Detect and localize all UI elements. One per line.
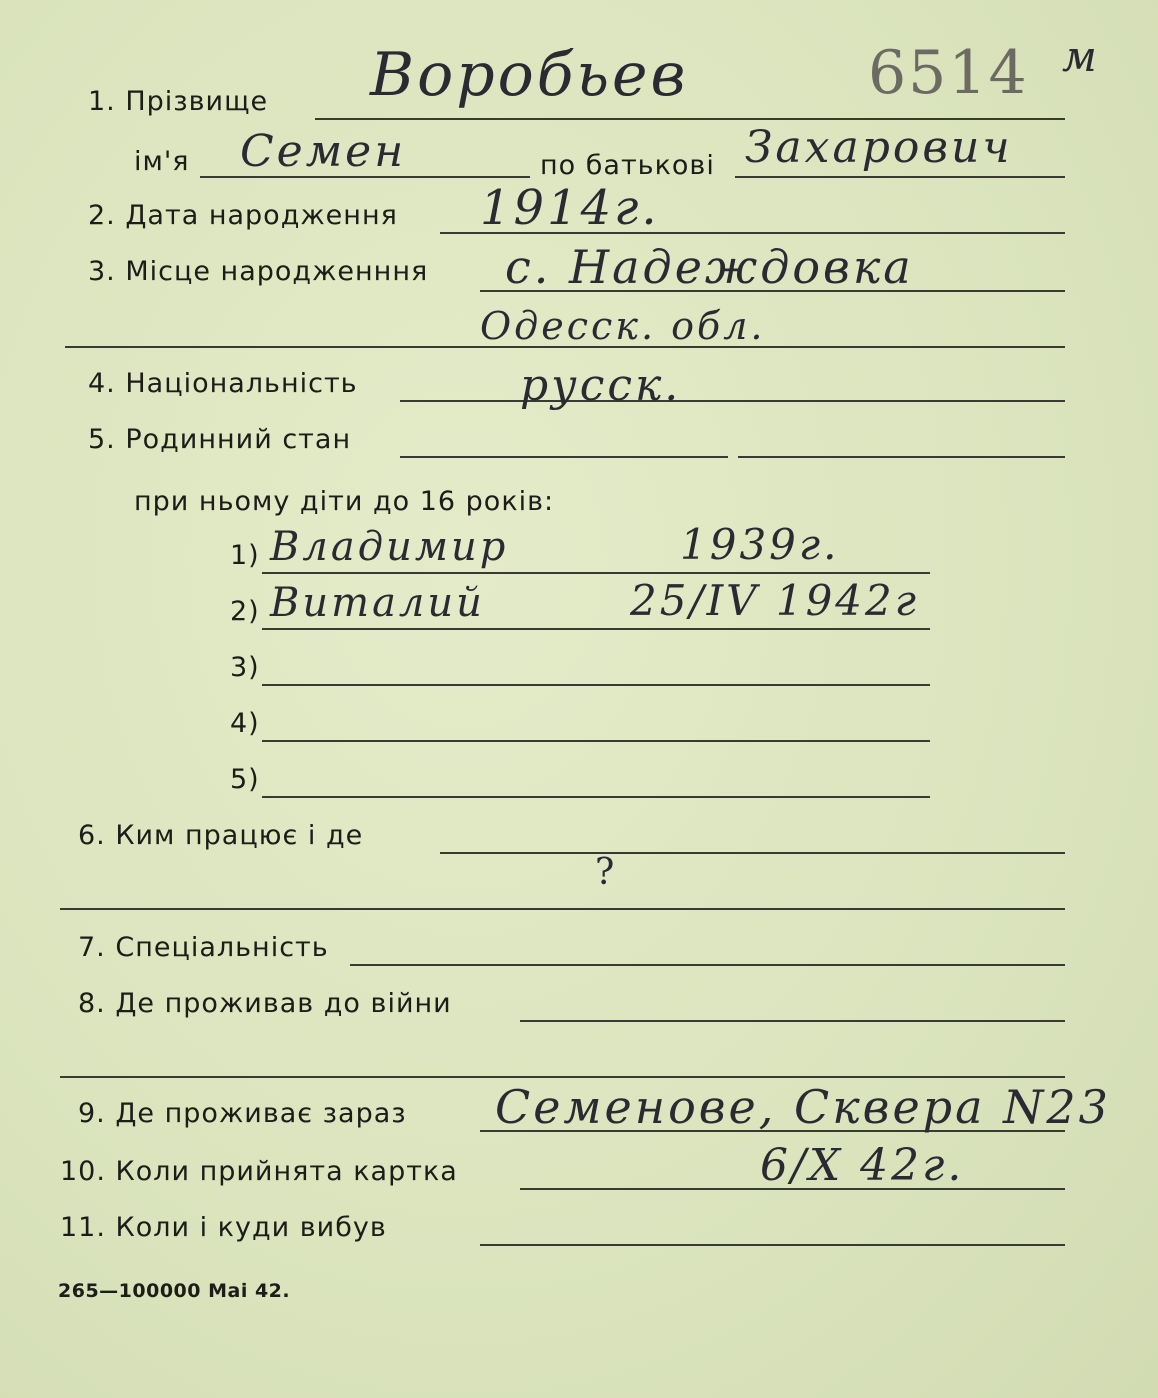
surname-value: Воробьев — [370, 40, 689, 110]
nationality-value: русск. — [520, 360, 682, 411]
child-4-num: 4) — [230, 708, 260, 739]
occupation-line-2 — [60, 908, 1065, 910]
nationality-label: 4. Національність — [88, 368, 358, 399]
departed-line — [480, 1244, 1065, 1246]
birth-date-label: 2. Дата народження — [88, 200, 398, 231]
child-4-line — [262, 740, 930, 742]
occupation-mark: ? — [595, 852, 618, 893]
card-accepted-value: 6/X 42г. — [760, 1140, 965, 1191]
child-2-num: 2) — [230, 596, 260, 627]
specialty-label: 7. Спеціальність — [78, 932, 329, 963]
patronymic-label: по батькові — [540, 150, 715, 181]
occupation-line — [440, 852, 1065, 854]
current-residence-value: Семенове, Сквера N23 — [495, 1080, 1111, 1134]
first-name-value: Семен — [240, 126, 407, 177]
marital-status-label: 5. Родинний стан — [88, 424, 352, 455]
birth-place-value: с. Надеждовка — [505, 240, 914, 294]
children-header: при ньому діти до 16 років: — [134, 486, 555, 517]
card-number: 6514 — [868, 38, 1029, 108]
child-5-num: 5) — [230, 764, 260, 795]
birth-place-label: 3. Місце народженння — [88, 256, 429, 287]
birth-place-value-2: Одесск. обл. — [480, 304, 766, 348]
surname-line — [315, 118, 1065, 120]
marital-status-line — [400, 456, 728, 458]
card-accepted-label: 10. Коли прийнята картка — [60, 1156, 458, 1187]
child-1-num: 1) — [230, 540, 260, 571]
child-2-date: 25/IV 1942г — [630, 576, 919, 625]
card-mark: м — [1062, 32, 1100, 81]
departed-label: 11. Коли і куди вибув — [60, 1212, 387, 1243]
child-3-num: 3) — [230, 652, 260, 683]
child-3-line — [262, 684, 930, 686]
child-2-name: Виталий — [270, 580, 485, 626]
specialty-line — [350, 964, 1065, 966]
marital-status-line-2 — [738, 456, 1065, 458]
first-name-label: ім'я — [134, 146, 190, 177]
patronymic-line — [735, 176, 1065, 178]
patronymic-value: Захарович — [745, 122, 1013, 173]
print-footer: 265—100000 Маі 42. — [58, 1280, 291, 1302]
child-1-name: Владимир — [270, 524, 509, 570]
child-5-line — [262, 796, 930, 798]
birth-date-value: 1914г. — [480, 180, 660, 236]
prewar-residence-line — [520, 1020, 1065, 1022]
occupation-label: 6. Ким працює і де — [78, 820, 364, 851]
current-residence-label: 9. Де проживає зараз — [78, 1098, 407, 1129]
nationality-line — [400, 400, 1065, 402]
surname-label: 1. Прізвище — [88, 86, 269, 117]
child-1-date: 1939г. — [680, 520, 840, 569]
child-2-line — [262, 628, 930, 630]
prewar-residence-label: 8. Де проживав до війни — [78, 988, 452, 1019]
child-1-line — [262, 572, 930, 574]
prewar-residence-line-2 — [60, 1076, 1065, 1078]
